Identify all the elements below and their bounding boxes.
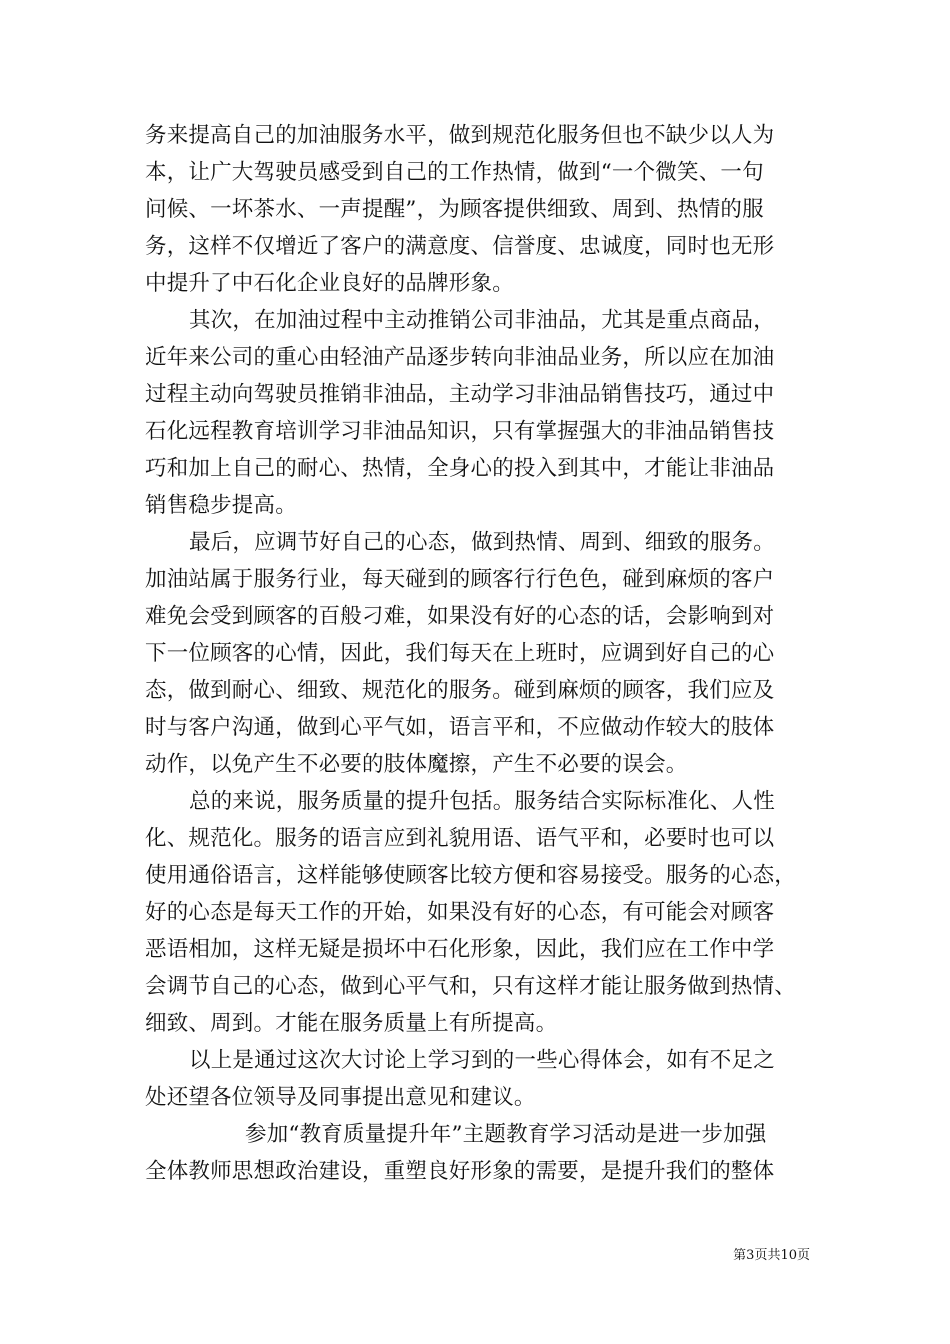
- text-line: 过程主动向驾驶员推销非油品，主动学习非油品销售技巧，通过中: [145, 382, 775, 407]
- text-line: 下一位顾客的心情，因此，我们每天在上班时，应调到好自己的心: [145, 641, 775, 666]
- text-line: 全体教师思想政治建设，重塑良好形象的需要，是提升我们的整体: [145, 1159, 775, 1184]
- text-line: 使用通俗语言，这样能够使顾客比较方便和容易接受。服务的心态，: [145, 863, 797, 888]
- paragraph-3: [145, 524, 807, 783]
- text-line: 以上是通过这次大讨论上学习到的一些心得体会，如有不足之: [189, 1048, 775, 1073]
- text-line: 难免会受到顾客的百般刁难，如果没有好的心态的话，会影响到对: [145, 604, 775, 629]
- paragraph-4: [145, 783, 807, 1042]
- text-line: 总的来说，服务质量的提升包括。服务结合实际标准化、人性: [189, 789, 775, 814]
- text-line: 细致、周到。才能在服务质量上有所提高。: [145, 1011, 558, 1036]
- text-line: 恶语相加，这样无疑是损坏中石化形象，因此，我们应在工作中学: [145, 937, 775, 962]
- text-line: 近年来公司的重心由轻油产品逐步转向非油品业务，所以应在加油: [145, 345, 775, 370]
- text-line: 中提升了中石化企业良好的品牌形象。: [145, 271, 514, 296]
- text-line: 石化远程教育培训学习非油品知识，只有掌握强大的非油品销售技: [145, 419, 775, 444]
- text-line: 最后，应调节好自己的心态，做到热情、周到、细致的服务。: [189, 530, 775, 555]
- text-line: 巧和加上自己的耐心、热情，全身心的投入到其中，才能让非油品: [145, 456, 775, 481]
- document-body: [145, 117, 807, 1190]
- text-line: 化、规范化。服务的语言应到礼貌用语、语气平和，必要时也可以: [145, 826, 775, 851]
- text-line: 参加“教育质量提升年”主题教育学习活动是进一步加强: [245, 1122, 767, 1147]
- text-line: 时与客户沟通，做到心平气如，语言平和，不应做动作较大的肢体: [145, 715, 775, 740]
- page-number-footer: 第3页共10页: [733, 1248, 810, 1263]
- text-line: 态，做到耐心、细致、规范化的服务。碰到麻烦的顾客，我们应及: [145, 678, 775, 703]
- paragraph-6: [145, 1116, 807, 1190]
- text-line: 会调节自己的心态，做到心平气和，只有这样才能让服务做到热情、: [145, 974, 797, 999]
- text-line: 好的心态是每天工作的开始，如果没有好的心态，有可能会对顾客: [145, 900, 775, 925]
- text-line: 处还望各位领导及同事提出意见和建议。: [145, 1085, 536, 1110]
- text-line: 其次，在加油过程中主动推销公司非油品，尤其是重点商品，: [189, 308, 775, 333]
- text-line: 本，让广大驾驶员感受到自己的工作热情，做到“一个微笑、一句: [145, 160, 764, 185]
- text-line: 务来提高自己的加油服务水平，做到规范化服务但也不缺少以人为: [145, 123, 775, 148]
- paragraph-2: [145, 302, 807, 524]
- text-line: 问候、一坏茶水、一声提醒”，为顾客提供细致、周到、热情的服: [145, 197, 764, 222]
- text-line: 动作，以免产生不必要的肢体魔擦，产生不必要的误会。: [145, 752, 688, 777]
- text-line: 加油站属于服务行业，每天碰到的顾客行行色色，碰到麻烦的客户: [145, 567, 775, 592]
- paragraph-1: [145, 117, 807, 302]
- paragraph-5: [145, 1042, 807, 1116]
- text-line: 务，这样不仅增近了客户的满意度、信誉度、忠诚度，同时也无形: [145, 234, 775, 259]
- text-line: 销售稳步提高。: [145, 493, 297, 518]
